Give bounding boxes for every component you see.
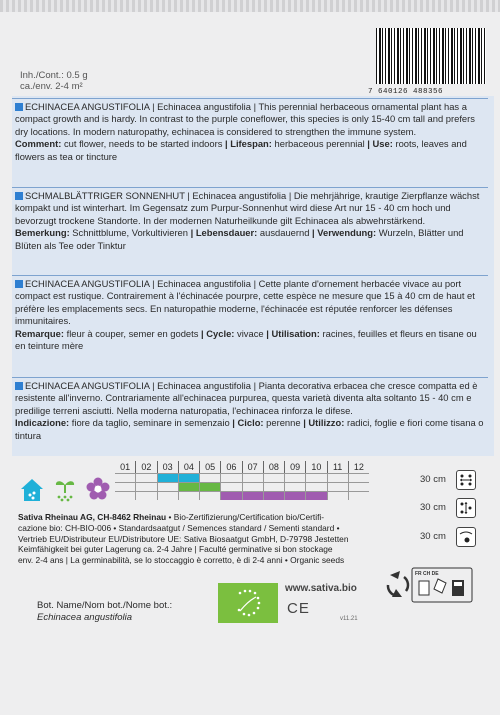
use-key: | Verwendung: — [312, 227, 377, 239]
calendar-cell — [157, 492, 178, 500]
use-key: | Utilisation: — [266, 327, 320, 339]
calendar-month-06: 06 — [220, 461, 241, 473]
comment-key: Comment: — [15, 138, 62, 150]
botanical-name — [37, 600, 172, 624]
calendar-row-planting-out — [115, 482, 369, 491]
calendar-cell — [348, 492, 369, 500]
calendar-cell — [135, 474, 156, 482]
spacing-label: 30 cm — [420, 502, 446, 513]
activity-icons — [18, 475, 113, 505]
section-title: ECHINACEA ANGUSTIFOLIA — [25, 278, 150, 289]
use-value: roots, leaves and flowers as tea or tincture — [15, 138, 467, 162]
comment-value: fleur à couper, semer en godets — [63, 327, 202, 339]
blue-square-icon — [15, 192, 23, 200]
calendar-cell — [220, 483, 241, 491]
comment-value: cut flower, needs to be started indoors — [61, 138, 225, 150]
comment-value: Schnittblume, Vorkultivieren — [69, 227, 191, 239]
calendar-cell — [220, 474, 241, 482]
calendar-row-flowering — [115, 491, 369, 500]
contents-info — [20, 70, 88, 92]
calendar-month-11: 11 — [327, 461, 348, 473]
calendar-cell — [327, 483, 348, 491]
planting-out-icon — [51, 475, 79, 503]
calendar-month-10: 10 — [305, 461, 326, 473]
calendar-cell — [157, 474, 178, 482]
botanical-name-value: Echinacea angustifolia — [37, 612, 133, 623]
calendar-month-07: 07 — [242, 461, 263, 473]
spacing-label: 30 cm — [420, 474, 446, 485]
use-key: | Utilizzo: — [303, 417, 345, 429]
eu-organic-leaf-icon — [218, 583, 278, 623]
calendar-month-02: 02 — [135, 461, 156, 473]
section-text: | Echinacea angustifolia | Cette plante d'ornement herbacée vivace au port compact est rustique. Contrairement à l'échinacée pourpre, cette espèce ne mesure que 15 à 40 cm de haut et préfère les emplacements secs. En naturopathie moderne, l'échinacée est réputée renforcer les défenses immunitaires. — [15, 278, 475, 327]
lifespan-key: | Ciclo: — [232, 417, 264, 429]
calendar-months — [115, 461, 369, 473]
section-german — [12, 187, 488, 252]
calendar-cell — [220, 492, 241, 500]
calendar-cell — [178, 492, 199, 500]
website-url: www.sativa.bio — [285, 583, 357, 594]
spacing-row-3 — [420, 527, 480, 547]
section-title: SCHMALBLÄTTRIGER SONNENHUT — [25, 190, 185, 201]
spacing-label: 30 cm — [420, 531, 446, 542]
section-text: | Echinacea angustifolia | Die mehrjährige, krautige Zierpflanze wächst kompakt und ist winterhart. Im Gegensatz zum Purpur-Sonnenhut wird diese Art nur 15 - 40 cm hoch und bevorzugt trockene Standorte. In der modernen Naturheilkunde gilt Echinacea als abwehrstärkend. — [15, 190, 480, 226]
contents-weight: Inh./Cont.: 0.5 g — [20, 70, 88, 81]
barcode — [368, 28, 486, 96]
comment-key: Indicazione: — [15, 417, 70, 429]
section-english — [12, 98, 488, 163]
blue-square-icon — [15, 103, 23, 111]
row-spacing-icon — [456, 470, 476, 490]
plant-spacing-icon — [456, 498, 476, 518]
calendar-month-08: 08 — [263, 461, 284, 473]
calendar-cell — [284, 483, 305, 491]
calendar-cell — [263, 474, 284, 482]
sowing-calendar — [115, 461, 369, 500]
calendar-month-03: 03 — [157, 461, 178, 473]
lifespan-value: vivace — [234, 327, 267, 339]
section-french — [12, 275, 488, 352]
section-text: | Echinacea angustifolia | Pianta decorativa erbacea che cresce compatta ed è resistente all'inverno. Contrariamente all'echinacea purpurea, questa varietà diventa alta soltanto 15 - 40 cm e predilige terreni asciutti. Nella moderna naturopatia, l'echinacea rinforza le difese. — [15, 380, 478, 416]
flowering-icon — [84, 475, 112, 503]
lifespan-key: | Lebensdauer: — [190, 227, 258, 239]
use-value: racines, feuilles et fleurs en tisane ou en teinture mère — [15, 327, 477, 352]
calendar-cell — [327, 474, 348, 482]
spacing-row-1 — [420, 470, 480, 490]
section-text: | Echinacea angustifolia | This perennial herbaceous ornamental plant has a compact growth and is hardy. In contrast to the purple coneflower, this species is only 15-40 cm tall and prefers dry locations. In modern naturopathy, echinacea is considered to strengthen the immune system. — [15, 101, 475, 137]
lifespan-value: ausdauernd — [257, 227, 313, 239]
version-code: v11.21 — [340, 616, 358, 622]
calendar-cell — [199, 483, 220, 491]
publisher-line-3: Vertrieb EU/Distributeur EU/Distributore UE: Sativa Biosaatgut GmbH, D-79798 Jestetten — [18, 533, 349, 544]
calendar-cell — [199, 492, 220, 500]
barcode-bars — [376, 28, 486, 84]
calendar-cell — [284, 474, 305, 482]
calendar-cell — [242, 483, 263, 491]
calendar-cell — [135, 492, 156, 500]
publisher-line-4: Keimfähigkeit bei guter Lagerung ca. 2-4 Jahre | Faculté germinative si bon stockage — [18, 544, 333, 555]
sowing-depth-icon — [456, 527, 476, 547]
publisher-line-2: cazione bio: CH-BIO-006 • Standardsaatgut / Semences standard / Sementi standard • — [18, 522, 340, 533]
calendar-cell — [115, 474, 135, 482]
ce-mark: CE — [287, 600, 310, 617]
calendar-cell — [178, 474, 199, 482]
blue-square-icon — [15, 280, 23, 288]
spacing-row-2 — [420, 498, 480, 518]
calendar-cell — [284, 492, 305, 500]
calendar-cell — [327, 492, 348, 500]
calendar-cell — [263, 492, 284, 500]
section-title: ECHINACEA ANGUSTIFOLIA — [25, 101, 150, 112]
calendar-cell — [242, 492, 263, 500]
contents-area: ca./env. 2-4 m² — [20, 81, 83, 92]
comment-key: Remarque: — [15, 327, 64, 339]
indoor-sowing-icon — [18, 475, 46, 503]
section-title: ECHINACEA ANGUSTIFOLIA — [25, 380, 150, 391]
calendar-cell — [135, 483, 156, 491]
calendar-cell — [115, 483, 135, 491]
lifespan-value: perenne — [263, 417, 304, 429]
calendar-cell — [348, 483, 369, 491]
calendar-cell — [157, 483, 178, 491]
calendar-month-09: 09 — [284, 461, 305, 473]
publisher-name: Sativa Rheinau AG, CH-8462 Rheinau — [18, 512, 167, 522]
section-italian — [12, 377, 488, 442]
calendar-cell — [242, 474, 263, 482]
publisher-info — [18, 512, 413, 566]
calendar-month-04: 04 — [178, 461, 199, 473]
botanical-name-label: Bot. Name/Nom bot./Nome bot.: — [37, 600, 173, 611]
blue-square-icon — [15, 382, 23, 390]
lifespan-key: | Cycle: — [201, 327, 235, 339]
use-value: radici, foglie e fiori come tisana o tintura — [15, 417, 484, 441]
calendar-month-05: 05 — [199, 461, 220, 473]
calendar-month-01: 01 — [120, 462, 131, 472]
calendar-cell — [199, 474, 220, 482]
calendar-cell — [305, 474, 326, 482]
recycling-icons — [382, 567, 482, 605]
use-value: Wurzeln, Blätter und Blüten als Tee oder Tinktur — [15, 227, 464, 251]
calendar-cell — [115, 492, 135, 500]
barcode-number: 7 640126 488356 — [368, 88, 444, 96]
comment-key: Bemerkung: — [15, 227, 70, 239]
use-key: | Use: — [367, 138, 393, 150]
lifespan-key: | Lifespan: — [225, 138, 272, 150]
calendar-rows — [115, 473, 369, 500]
calendar-cell — [305, 492, 326, 500]
calendar-cell — [348, 474, 369, 482]
comment-value: fiore da taglio, seminare in semenzaio — [69, 417, 233, 429]
calendar-cell — [178, 483, 199, 491]
publisher-line-5: env. 2-4 ans | La germinabilità, se lo stoccaggio è corretto, è di 2-4 anni • Organic seeds — [18, 555, 345, 566]
lifespan-value: herbaceous perennial — [271, 138, 368, 150]
publisher-line-1: • Bio-Zertifizierung/Certification bio/Certifi- — [166, 512, 325, 522]
calendar-row-indoor-sowing — [115, 473, 369, 482]
svg-text:FR CH DE: FR CH DE — [415, 571, 439, 577]
calendar-cell — [263, 483, 284, 491]
calendar-month-12: 12 — [348, 461, 369, 473]
calendar-cell — [305, 483, 326, 491]
